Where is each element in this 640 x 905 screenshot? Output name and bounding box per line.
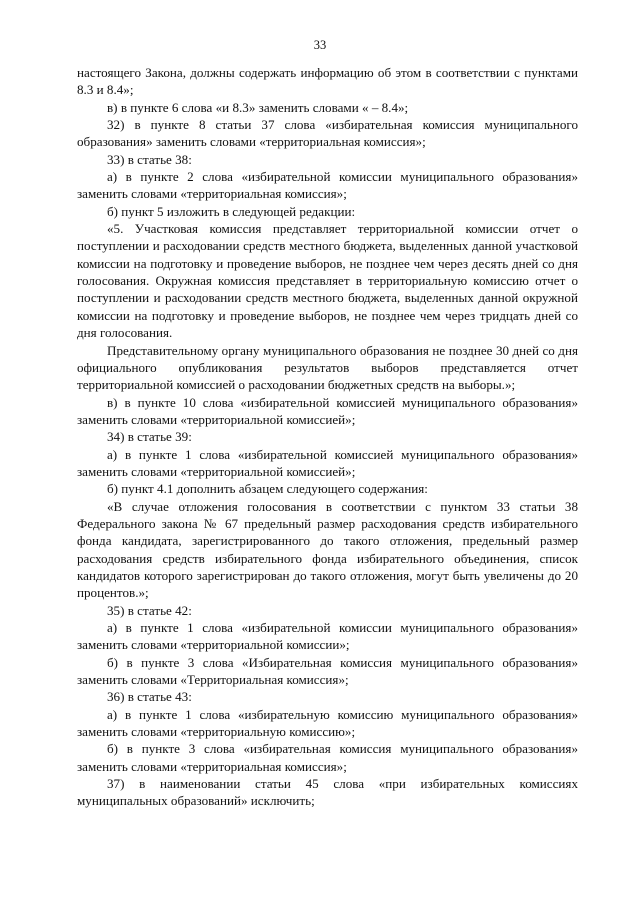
document-body	[77, 64, 578, 810]
paragraph-item-37: 37) в наименовании статьи 45 слова «при избирательных комиссиях муниципальных образований» исключить;	[77, 776, 578, 809]
paragraph-item-34: 34) в статье 39:	[107, 429, 192, 445]
paragraph-item-34-b: б) пункт 4.1 дополнить абзацем следующего содержания:	[107, 481, 428, 497]
paragraph-continuation: настоящего Закона, должны содержать информацию об этом в соответствии с пунктами 8.3 и 8.4»;	[77, 65, 578, 98]
paragraph-item-36-a: а) в пункте 1 слова «избирательную комиссию муниципального образования» заменить словами «территориальную комиссию»;	[77, 706, 578, 740]
paragraph-item-35-a: а) в пункте 1 слова «избирательной комиссии муниципального образования» заменить словами «территориальной комиссии»;	[77, 620, 578, 653]
paragraph-item-33-v: в) в пункте 10 слова «избирательной комиссией муниципального образования» заменить словами «территориальной комиссией»;	[77, 394, 578, 427]
paragraph-item-33: 33) в статье 38:	[107, 151, 192, 167]
paragraph-item-32: 32) в пункте 8 статьи 37 слова «избирательная комиссия муниципального образования» заменить словами «территориальная комиссия»;	[77, 117, 578, 150]
paragraph-item-36: 36) в статье 43:	[107, 689, 192, 705]
paragraph-quote-postponement: «В случае отложения голосования в соответствии с пунктом 33 статьи 38 Федерального закона № 67 предельный размер расходования средств избирательного фонда кандидата, зарегистрированного до такого отложения, предельный размер расходования средств избирательного фонда избирательного объединения, список кандидатов которого зарегистрирован до такого отложения, могут быть увеличены до 20 процентов.»;	[77, 498, 578, 601]
paragraph-item-35-b: б) в пункте 3 слова «Избирательная комиссия муниципального образования» заменить словами «Территориальная комиссия»;	[77, 654, 578, 688]
paragraph-item-v-point-6: в) в пункте 6 слова «и 8.3» заменить словами « – 8.4»;	[107, 99, 409, 115]
paragraph-item-34-a: а) в пункте 1 слова «избирательной комиссией муниципального образования» заменить словами «территориальной комиссией»;	[77, 446, 578, 479]
paragraph-quote-representative-body: Представительному органу муниципального образования не позднее 30 дней со дня официального опубликования результатов выборов представляется отчет территориальной комиссией о расходовании бюджетных средств на выборы.»;	[77, 342, 578, 393]
paragraph-quote-point-5: «5. Участковая комиссия представляет территориальной комиссии отчет о поступлении и расходовании средств местного бюджета, выделенных данной участковой комиссии на подготовку и проведение выборов, не позднее чем через десять дней со дня голосования. Окружная комиссия представляет в территориальную комиссию отчет о поступлении и расходовании средств местного бюджета, выделенных данной окружной комиссии на подготовку и проведение выборов, не позднее чем через тридцать дней со дня голосования.	[77, 221, 578, 341]
paragraph-item-35: 35) в статье 42:	[107, 602, 192, 618]
paragraph-item-33-b: б) пункт 5 изложить в следующей редакции:	[107, 203, 356, 219]
paragraph-item-36-b: б) в пункте 3 слова «избирательная комиссия муниципального образования» заменить словами «территориальная комиссия»;	[77, 741, 578, 774]
page-number: 33	[313, 38, 327, 52]
paragraph-item-33-a: а) в пункте 2 слова «избирательной комиссии муниципального образования» заменить словами «территориальная комиссия»;	[77, 169, 578, 202]
